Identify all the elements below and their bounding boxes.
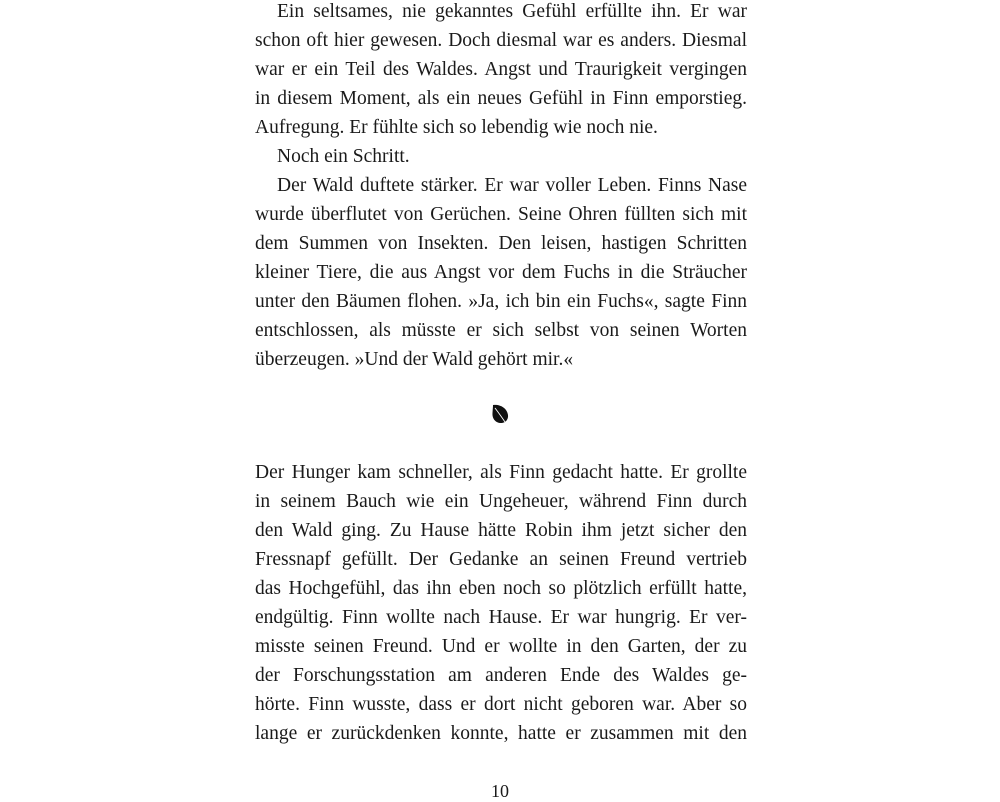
text-line: Noch ein Schritt.: [277, 146, 410, 167]
leaf-shape: [492, 405, 508, 423]
text-line: wurde überflutet von Gerüchen. Seine Ohren füllten sich mit: [255, 204, 747, 225]
text-line: in diesem Moment, als ein neues Gefühl in Finn emporstieg.: [255, 88, 747, 109]
text-line: Ein seltsames, nie gekanntes Gefühl erfüllte ihn. Er war: [277, 1, 747, 22]
text-line: Der Wald duftete stärker. Er war voller Leben. Finns Nase: [277, 175, 747, 196]
text-section-two: [255, 458, 747, 748]
text-line: schon oft hier gewesen. Doch diesmal war es anders. Diesmal: [255, 30, 747, 51]
text-line: in seinem Bauch wie ein Ungeheuer, während Finn durch: [255, 491, 747, 512]
page-number: 10: [491, 781, 509, 801]
text-line: endgültig. Finn wollte nach Hause. Er war hungrig. Er ver-: [255, 607, 747, 628]
text-line: misste seinen Freund. Und er wollte in den Garten, der zu: [255, 636, 747, 657]
text-line: überzeugen. »Und der Wald gehört mir.«: [255, 349, 574, 370]
text-line: war er ein Teil des Waldes. Angst und Traurigkeit vergingen: [255, 59, 747, 80]
text-line: den Wald ging. Zu Hause hätte Robin ihm jetzt sicher den: [255, 520, 747, 541]
text-line: dem Summen von Insekten. Den leisen, hastigen Schritten: [255, 233, 747, 254]
leaf-icon: [490, 403, 510, 425]
text-line: entschlossen, als müsste er sich selbst von seinen Worten: [255, 320, 747, 341]
text-line: lange er zurückdenken konnte, hatte er zusammen mit den: [255, 723, 747, 744]
text-line: Der Hunger kam schneller, als Finn gedacht hatte. Er grollte: [255, 462, 747, 483]
text-line: Aufregung. Er fühlte sich so lebendig wie noch nie.: [255, 117, 658, 138]
text-line: kleiner Tiere, die aus Angst vor dem Fuchs in die Sträucher: [255, 262, 747, 283]
text-line: Fressnapf gefüllt. Der Gedanke an seinen Freund vertrieb: [255, 549, 747, 570]
text-section-one: [255, 0, 747, 374]
text-line: der Forschungsstation am anderen Ende des Waldes ge-: [255, 665, 747, 686]
text-line: das Hochgefühl, das ihn eben noch so plötzlich erfüllt hatte,: [255, 578, 747, 599]
text-line: unter den Bäumen flohen. »Ja, ich bin ein Fuchs«, sagte Finn: [255, 291, 747, 312]
text-line: hörte. Finn wusste, dass er dort nicht geboren war. Aber so: [255, 694, 747, 715]
